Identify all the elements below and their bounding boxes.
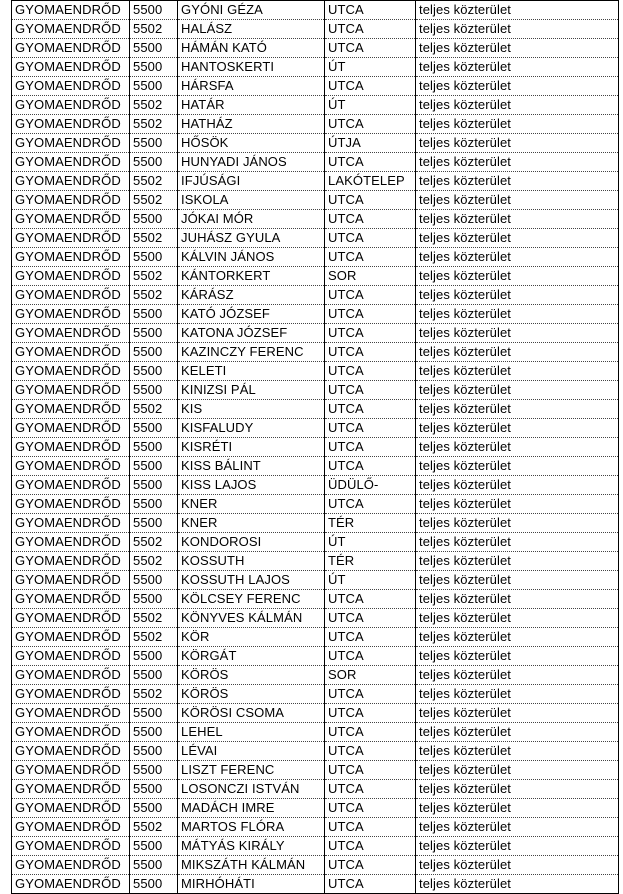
coverage-cell: teljes közterület bbox=[416, 343, 619, 362]
table-row bbox=[12, 590, 619, 609]
table-row bbox=[12, 77, 619, 96]
city-cell: GYOMAENDRŐD bbox=[12, 172, 130, 191]
city-cell: GYOMAENDRŐD bbox=[12, 77, 130, 96]
coverage-cell: teljes közterület bbox=[416, 837, 619, 856]
coverage-cell: teljes közterület bbox=[416, 324, 619, 343]
table-row bbox=[12, 286, 619, 305]
postal-code-cell: 5502 bbox=[130, 191, 178, 210]
table-row bbox=[12, 305, 619, 324]
coverage-cell: teljes közterület bbox=[416, 875, 619, 894]
street-name-cell: HÁRSFA bbox=[178, 77, 325, 96]
postal-code-cell: 5500 bbox=[130, 1, 178, 20]
street-type-cell: ÜDÜLŐ- bbox=[325, 476, 416, 495]
postal-code-cell: 5500 bbox=[130, 58, 178, 77]
coverage-cell: teljes közterület bbox=[416, 533, 619, 552]
table-row bbox=[12, 476, 619, 495]
coverage-cell: teljes közterület bbox=[416, 495, 619, 514]
table-row bbox=[12, 1, 619, 20]
street-type-cell: UTCA bbox=[325, 761, 416, 780]
street-type-cell: UTCA bbox=[325, 704, 416, 723]
postal-code-cell: 5500 bbox=[130, 153, 178, 172]
street-name-cell: MARTOS FLÓRA bbox=[178, 818, 325, 837]
street-register-table bbox=[11, 0, 619, 894]
city-cell: GYOMAENDRŐD bbox=[12, 476, 130, 495]
postal-code-cell: 5500 bbox=[130, 647, 178, 666]
postal-code-cell: 5502 bbox=[130, 115, 178, 134]
street-type-cell: SOR bbox=[325, 666, 416, 685]
street-name-cell: KNER bbox=[178, 514, 325, 533]
postal-code-cell: 5500 bbox=[130, 457, 178, 476]
table-row bbox=[12, 39, 619, 58]
coverage-cell: teljes közterület bbox=[416, 457, 619, 476]
city-cell: GYOMAENDRŐD bbox=[12, 609, 130, 628]
coverage-cell: teljes közterület bbox=[416, 590, 619, 609]
street-type-cell: UTCA bbox=[325, 799, 416, 818]
street-type-cell: ÚTJA bbox=[325, 134, 416, 153]
table-row bbox=[12, 647, 619, 666]
postal-code-cell: 5502 bbox=[130, 286, 178, 305]
coverage-cell: teljes közterület bbox=[416, 438, 619, 457]
coverage-cell: teljes közterület bbox=[416, 818, 619, 837]
postal-code-cell: 5502 bbox=[130, 20, 178, 39]
postal-code-cell: 5500 bbox=[130, 77, 178, 96]
street-type-cell: UTCA bbox=[325, 20, 416, 39]
street-name-cell: HÁMÁN KATÓ bbox=[178, 39, 325, 58]
postal-code-cell: 5500 bbox=[130, 723, 178, 742]
street-name-cell: JUHÁSZ GYULA bbox=[178, 229, 325, 248]
coverage-cell: teljes közterület bbox=[416, 286, 619, 305]
street-type-cell: UTCA bbox=[325, 39, 416, 58]
city-cell: GYOMAENDRŐD bbox=[12, 666, 130, 685]
city-cell: GYOMAENDRŐD bbox=[12, 381, 130, 400]
coverage-cell: teljes közterület bbox=[416, 77, 619, 96]
street-type-cell: UTCA bbox=[325, 742, 416, 761]
table-row bbox=[12, 571, 619, 590]
postal-code-cell: 5500 bbox=[130, 799, 178, 818]
city-cell: GYOMAENDRŐD bbox=[12, 780, 130, 799]
city-cell: GYOMAENDRŐD bbox=[12, 229, 130, 248]
coverage-cell: teljes közterület bbox=[416, 267, 619, 286]
street-type-cell: UTCA bbox=[325, 343, 416, 362]
postal-code-cell: 5502 bbox=[130, 172, 178, 191]
coverage-cell: teljes közterület bbox=[416, 172, 619, 191]
street-type-cell: ÚT bbox=[325, 96, 416, 115]
postal-code-cell: 5500 bbox=[130, 590, 178, 609]
street-type-cell: UTCA bbox=[325, 780, 416, 799]
postal-code-cell: 5500 bbox=[130, 305, 178, 324]
street-type-cell: UTCA bbox=[325, 837, 416, 856]
street-name-cell: KONDOROSI bbox=[178, 533, 325, 552]
coverage-cell: teljes közterület bbox=[416, 39, 619, 58]
street-name-cell: LISZT FERENC bbox=[178, 761, 325, 780]
street-name-cell: IFJÚSÁGI bbox=[178, 172, 325, 191]
street-name-cell: KÖNYVES KÁLMÁN bbox=[178, 609, 325, 628]
postal-code-cell: 5500 bbox=[130, 324, 178, 343]
street-name-cell: JÓKAI MÓR bbox=[178, 210, 325, 229]
street-type-cell: LAKÓTELEP bbox=[325, 172, 416, 191]
postal-code-cell: 5502 bbox=[130, 685, 178, 704]
street-name-cell: KÁRÁSZ bbox=[178, 286, 325, 305]
coverage-cell: teljes közterület bbox=[416, 628, 619, 647]
postal-code-cell: 5500 bbox=[130, 362, 178, 381]
coverage-cell: teljes közterület bbox=[416, 381, 619, 400]
coverage-cell: teljes közterület bbox=[416, 1, 619, 20]
street-name-cell: KNER bbox=[178, 495, 325, 514]
city-cell: GYOMAENDRŐD bbox=[12, 248, 130, 267]
street-name-cell: KÖRÖS bbox=[178, 685, 325, 704]
table-row bbox=[12, 704, 619, 723]
street-name-cell: HATHÁZ bbox=[178, 115, 325, 134]
street-name-cell: KOSSUTH bbox=[178, 552, 325, 571]
postal-code-cell: 5500 bbox=[130, 248, 178, 267]
postal-code-cell: 5500 bbox=[130, 761, 178, 780]
street-name-cell: KÖR bbox=[178, 628, 325, 647]
table-row bbox=[12, 457, 619, 476]
postal-code-cell: 5502 bbox=[130, 96, 178, 115]
table-row bbox=[12, 267, 619, 286]
table-row bbox=[12, 400, 619, 419]
street-type-cell: TÉR bbox=[325, 514, 416, 533]
street-type-cell: UTCA bbox=[325, 115, 416, 134]
street-type-cell: TÉR bbox=[325, 552, 416, 571]
postal-code-cell: 5502 bbox=[130, 628, 178, 647]
city-cell: GYOMAENDRŐD bbox=[12, 267, 130, 286]
street-type-cell: SOR bbox=[325, 267, 416, 286]
coverage-cell: teljes közterület bbox=[416, 647, 619, 666]
table-row bbox=[12, 20, 619, 39]
table-row bbox=[12, 172, 619, 191]
street-name-cell: MADÁCH IMRE bbox=[178, 799, 325, 818]
postal-code-cell: 5500 bbox=[130, 39, 178, 58]
city-cell: GYOMAENDRŐD bbox=[12, 647, 130, 666]
table-row bbox=[12, 153, 619, 172]
coverage-cell: teljes közterület bbox=[416, 799, 619, 818]
table-row bbox=[12, 229, 619, 248]
coverage-cell: teljes közterület bbox=[416, 761, 619, 780]
postal-code-cell: 5502 bbox=[130, 400, 178, 419]
street-name-cell: KATONA JÓZSEF bbox=[178, 324, 325, 343]
table-row bbox=[12, 248, 619, 267]
city-cell: GYOMAENDRŐD bbox=[12, 400, 130, 419]
street-name-cell: KÖRÖSI CSOMA bbox=[178, 704, 325, 723]
street-name-cell: KISS LAJOS bbox=[178, 476, 325, 495]
city-cell: GYOMAENDRŐD bbox=[12, 134, 130, 153]
city-cell: GYOMAENDRŐD bbox=[12, 419, 130, 438]
postal-code-cell: 5500 bbox=[130, 837, 178, 856]
city-cell: GYOMAENDRŐD bbox=[12, 723, 130, 742]
coverage-cell: teljes közterület bbox=[416, 780, 619, 799]
postal-code-cell: 5500 bbox=[130, 419, 178, 438]
city-cell: GYOMAENDRŐD bbox=[12, 153, 130, 172]
street-name-cell: GYÓNI GÉZA bbox=[178, 1, 325, 20]
street-name-cell: HALÁSZ bbox=[178, 20, 325, 39]
city-cell: GYOMAENDRŐD bbox=[12, 58, 130, 77]
street-name-cell: KÖLCSEY FERENC bbox=[178, 590, 325, 609]
street-name-cell: KATÓ JÓZSEF bbox=[178, 305, 325, 324]
street-type-cell: UTCA bbox=[325, 248, 416, 267]
city-cell: GYOMAENDRŐD bbox=[12, 571, 130, 590]
street-type-cell: UTCA bbox=[325, 286, 416, 305]
street-type-cell: UTCA bbox=[325, 1, 416, 20]
city-cell: GYOMAENDRŐD bbox=[12, 704, 130, 723]
street-type-cell: UTCA bbox=[325, 305, 416, 324]
street-type-cell: UTCA bbox=[325, 495, 416, 514]
coverage-cell: teljes közterület bbox=[416, 476, 619, 495]
street-name-cell: KÁLVIN JÁNOS bbox=[178, 248, 325, 267]
city-cell: GYOMAENDRŐD bbox=[12, 818, 130, 837]
street-name-cell: KISFALUDY bbox=[178, 419, 325, 438]
postal-code-cell: 5500 bbox=[130, 476, 178, 495]
city-cell: GYOMAENDRŐD bbox=[12, 495, 130, 514]
table-row bbox=[12, 381, 619, 400]
table-row bbox=[12, 58, 619, 77]
city-cell: GYOMAENDRŐD bbox=[12, 552, 130, 571]
coverage-cell: teljes közterület bbox=[416, 134, 619, 153]
table-row bbox=[12, 552, 619, 571]
city-cell: GYOMAENDRŐD bbox=[12, 457, 130, 476]
table-row bbox=[12, 495, 619, 514]
coverage-cell: teljes közterület bbox=[416, 229, 619, 248]
city-cell: GYOMAENDRŐD bbox=[12, 324, 130, 343]
coverage-cell: teljes közterület bbox=[416, 704, 619, 723]
postal-code-cell: 5502 bbox=[130, 609, 178, 628]
street-type-cell: UTCA bbox=[325, 400, 416, 419]
table-row bbox=[12, 134, 619, 153]
street-name-cell: HŐSÖK bbox=[178, 134, 325, 153]
coverage-cell: teljes közterület bbox=[416, 305, 619, 324]
street-name-cell: MÁTYÁS KIRÁLY bbox=[178, 837, 325, 856]
street-name-cell: HANTOSKERTI bbox=[178, 58, 325, 77]
postal-code-cell: 5502 bbox=[130, 229, 178, 248]
table-row bbox=[12, 96, 619, 115]
city-cell: GYOMAENDRŐD bbox=[12, 305, 130, 324]
postal-code-cell: 5500 bbox=[130, 780, 178, 799]
postal-code-cell: 5500 bbox=[130, 666, 178, 685]
city-cell: GYOMAENDRŐD bbox=[12, 590, 130, 609]
table-row bbox=[12, 666, 619, 685]
street-name-cell: KÖRGÁT bbox=[178, 647, 325, 666]
table-row bbox=[12, 780, 619, 799]
postal-code-cell: 5500 bbox=[130, 514, 178, 533]
table-row bbox=[12, 818, 619, 837]
coverage-cell: teljes közterület bbox=[416, 571, 619, 590]
table-row bbox=[12, 723, 619, 742]
street-type-cell: UTCA bbox=[325, 153, 416, 172]
street-type-cell: UTCA bbox=[325, 628, 416, 647]
city-cell: GYOMAENDRŐD bbox=[12, 362, 130, 381]
street-name-cell: MIKSZÁTH KÁLMÁN bbox=[178, 856, 325, 875]
city-cell: GYOMAENDRŐD bbox=[12, 875, 130, 894]
street-name-cell: LOSONCZI ISTVÁN bbox=[178, 780, 325, 799]
table-row bbox=[12, 362, 619, 381]
postal-code-cell: 5502 bbox=[130, 818, 178, 837]
city-cell: GYOMAENDRŐD bbox=[12, 438, 130, 457]
city-cell: GYOMAENDRŐD bbox=[12, 742, 130, 761]
city-cell: GYOMAENDRŐD bbox=[12, 761, 130, 780]
address-sheet bbox=[11, 0, 618, 894]
city-cell: GYOMAENDRŐD bbox=[12, 191, 130, 210]
coverage-cell: teljes közterület bbox=[416, 552, 619, 571]
city-cell: GYOMAENDRŐD bbox=[12, 286, 130, 305]
city-cell: GYOMAENDRŐD bbox=[12, 343, 130, 362]
table-row bbox=[12, 343, 619, 362]
coverage-cell: teljes közterület bbox=[416, 153, 619, 172]
street-name-cell: KAZINCZY FERENC bbox=[178, 343, 325, 362]
city-cell: GYOMAENDRŐD bbox=[12, 210, 130, 229]
city-cell: GYOMAENDRŐD bbox=[12, 685, 130, 704]
city-cell: GYOMAENDRŐD bbox=[12, 628, 130, 647]
city-cell: GYOMAENDRŐD bbox=[12, 20, 130, 39]
city-cell: GYOMAENDRŐD bbox=[12, 856, 130, 875]
street-name-cell: KIS bbox=[178, 400, 325, 419]
street-type-cell: UTCA bbox=[325, 191, 416, 210]
street-name-cell: KOSSUTH LAJOS bbox=[178, 571, 325, 590]
street-type-cell: UTCA bbox=[325, 229, 416, 248]
coverage-cell: teljes közterület bbox=[416, 723, 619, 742]
coverage-cell: teljes közterület bbox=[416, 96, 619, 115]
postal-code-cell: 5500 bbox=[130, 704, 178, 723]
coverage-cell: teljes közterület bbox=[416, 210, 619, 229]
street-type-cell: UTCA bbox=[325, 324, 416, 343]
street-name-cell: LEHEL bbox=[178, 723, 325, 742]
table-row bbox=[12, 419, 619, 438]
postal-code-cell: 5502 bbox=[130, 267, 178, 286]
table-row bbox=[12, 533, 619, 552]
city-cell: GYOMAENDRŐD bbox=[12, 1, 130, 20]
coverage-cell: teljes közterület bbox=[416, 58, 619, 77]
street-name-cell: KINIZSI PÁL bbox=[178, 381, 325, 400]
street-type-cell: UTCA bbox=[325, 609, 416, 628]
postal-code-cell: 5502 bbox=[130, 533, 178, 552]
table-row bbox=[12, 514, 619, 533]
street-name-cell: LÉVAI bbox=[178, 742, 325, 761]
postal-code-cell: 5500 bbox=[130, 875, 178, 894]
street-type-cell: UTCA bbox=[325, 381, 416, 400]
table-row bbox=[12, 837, 619, 856]
street-type-cell: UTCA bbox=[325, 685, 416, 704]
table-row bbox=[12, 799, 619, 818]
coverage-cell: teljes közterület bbox=[416, 856, 619, 875]
street-type-cell: UTCA bbox=[325, 419, 416, 438]
street-name-cell: HATÁR bbox=[178, 96, 325, 115]
street-type-cell: UTCA bbox=[325, 77, 416, 96]
postal-code-cell: 5500 bbox=[130, 381, 178, 400]
city-cell: GYOMAENDRŐD bbox=[12, 799, 130, 818]
street-name-cell: ISKOLA bbox=[178, 191, 325, 210]
coverage-cell: teljes közterület bbox=[416, 666, 619, 685]
coverage-cell: teljes közterület bbox=[416, 115, 619, 134]
table-row bbox=[12, 628, 619, 647]
postal-code-cell: 5500 bbox=[130, 134, 178, 153]
street-name-cell: KISRÉTI bbox=[178, 438, 325, 457]
street-type-cell: UTCA bbox=[325, 647, 416, 666]
coverage-cell: teljes közterület bbox=[416, 685, 619, 704]
street-type-cell: ÚT bbox=[325, 533, 416, 552]
coverage-cell: teljes közterület bbox=[416, 400, 619, 419]
street-type-cell: UTCA bbox=[325, 875, 416, 894]
coverage-cell: teljes közterület bbox=[416, 742, 619, 761]
street-type-cell: UTCA bbox=[325, 438, 416, 457]
table-row bbox=[12, 761, 619, 780]
table-row bbox=[12, 324, 619, 343]
city-cell: GYOMAENDRŐD bbox=[12, 533, 130, 552]
table-row bbox=[12, 191, 619, 210]
street-type-cell: UTCA bbox=[325, 590, 416, 609]
street-name-cell: KISS BÁLINT bbox=[178, 457, 325, 476]
city-cell: GYOMAENDRŐD bbox=[12, 39, 130, 58]
postal-code-cell: 5502 bbox=[130, 552, 178, 571]
table-row bbox=[12, 875, 619, 894]
street-type-cell: UTCA bbox=[325, 362, 416, 381]
street-type-cell: UTCA bbox=[325, 457, 416, 476]
table-row bbox=[12, 115, 619, 134]
street-type-cell: UTCA bbox=[325, 210, 416, 229]
postal-code-cell: 5500 bbox=[130, 495, 178, 514]
city-cell: GYOMAENDRŐD bbox=[12, 115, 130, 134]
street-register-body bbox=[12, 1, 619, 894]
city-cell: GYOMAENDRŐD bbox=[12, 96, 130, 115]
street-type-cell: UTCA bbox=[325, 818, 416, 837]
street-name-cell: MIRHÓHÁTI bbox=[178, 875, 325, 894]
table-row bbox=[12, 742, 619, 761]
table-row bbox=[12, 685, 619, 704]
postal-code-cell: 5500 bbox=[130, 438, 178, 457]
street-name-cell: KÖRÖS bbox=[178, 666, 325, 685]
street-name-cell: HUNYADI JÁNOS bbox=[178, 153, 325, 172]
table-row bbox=[12, 210, 619, 229]
street-type-cell: UTCA bbox=[325, 723, 416, 742]
coverage-cell: teljes közterület bbox=[416, 609, 619, 628]
postal-code-cell: 5500 bbox=[130, 210, 178, 229]
table-row bbox=[12, 438, 619, 457]
coverage-cell: teljes közterület bbox=[416, 419, 619, 438]
postal-code-cell: 5500 bbox=[130, 343, 178, 362]
postal-code-cell: 5500 bbox=[130, 856, 178, 875]
street-type-cell: UTCA bbox=[325, 856, 416, 875]
street-type-cell: ÚT bbox=[325, 571, 416, 590]
postal-code-cell: 5500 bbox=[130, 742, 178, 761]
table-row bbox=[12, 856, 619, 875]
street-name-cell: KELETI bbox=[178, 362, 325, 381]
street-name-cell: KÁNTORKERT bbox=[178, 267, 325, 286]
coverage-cell: teljes közterület bbox=[416, 191, 619, 210]
city-cell: GYOMAENDRŐD bbox=[12, 514, 130, 533]
coverage-cell: teljes közterület bbox=[416, 514, 619, 533]
street-type-cell: ÚT bbox=[325, 58, 416, 77]
city-cell: GYOMAENDRŐD bbox=[12, 837, 130, 856]
coverage-cell: teljes közterület bbox=[416, 362, 619, 381]
coverage-cell: teljes közterület bbox=[416, 20, 619, 39]
coverage-cell: teljes közterület bbox=[416, 248, 619, 267]
postal-code-cell: 5500 bbox=[130, 571, 178, 590]
table-row bbox=[12, 609, 619, 628]
